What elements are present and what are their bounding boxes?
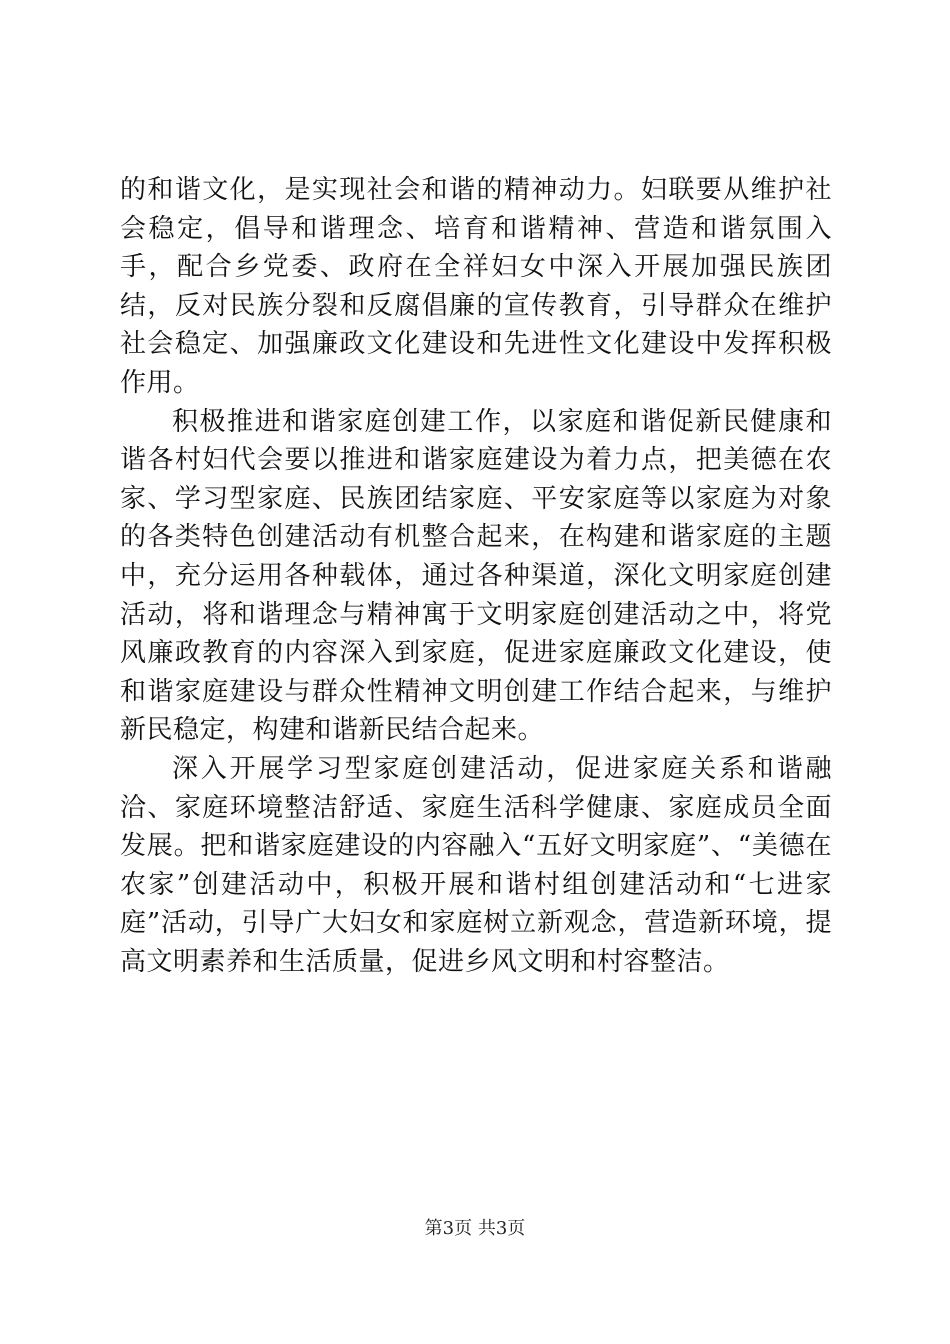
document-body	[120, 171, 832, 981]
paragraph-2: 积极推进和谐家庭创建工作，以家庭和谐促新民健康和谐各村妇代会要以推进和谐家庭建设为着力点，把美德在农家、学习型家庭、民族团结家庭、平安家庭等以家庭为对象的各类特色创建活动有机整合起来，在构建和谐家庭的主题中，充分运用各种载体，通过各种渠道，深化文明家庭创建活动，将和谐理念与精神寓于文明家庭创建活动之中，将党风廉政教育的内容深入到家庭，促进家庭廉政文化建设，使和谐家庭建设与群众性精神文明创建工作结合起来，与维护新民稳定，构建和谐新民结合起来。	[120, 406, 832, 746]
paragraph-3: 深入开展学习型家庭创建活动，促进家庭关系和谐融洽、家庭环境整洁舒适、家庭生活科学健康、家庭成员全面发展。把和谐家庭建设的内容融入“五好文明家庭”、“美德在农家”创建活动中，积极开展和谐村组创建活动和“七进家庭”活动，引导广大妇女和家庭树立新观念，营造新环境，提高文明素养和生活质量，促进乡风文明和村容整洁。	[120, 753, 832, 977]
page-number-footer: 第3页 共3页	[424, 1218, 526, 1239]
paragraph-1: 的和谐文化，是实现社会和谐的精神动力。妇联要从维护社会稳定，倡导和谐理念、培育和谐精神、营造和谐氛围入手，配合乡党委、政府在全祥妇女中深入开展加强民族团结，反对民族分裂和反腐倡廉的宣传教育，引导群众在维护社会稳定、加强廉政文化建设和先进性文化建设中发挥积极作用。	[120, 175, 832, 398]
